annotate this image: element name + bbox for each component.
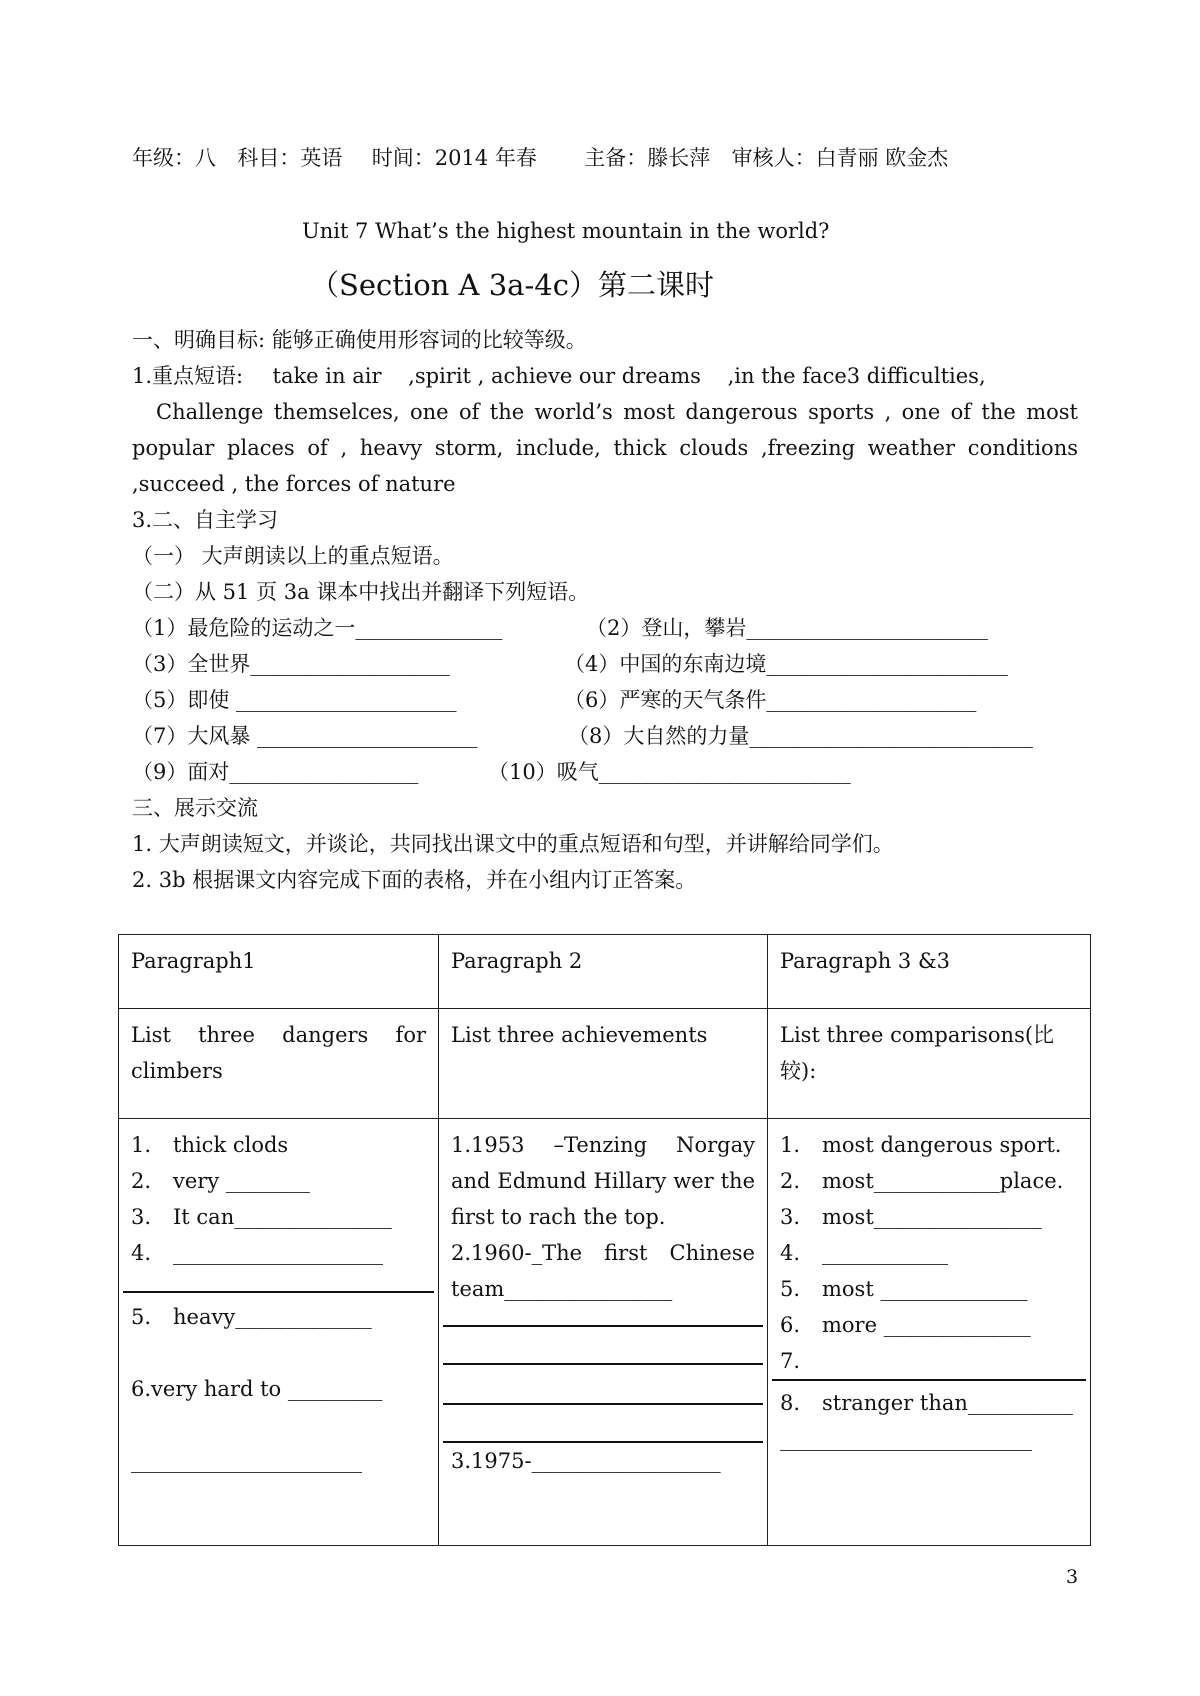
learning-goal: 一、明确目标: 能够正确使用形容词的比较等级。 — [132, 328, 587, 352]
danger-item-3[interactable]: 3. It can_______________ — [131, 1205, 392, 1229]
fill-blank-10[interactable]: （10）吸气________________________ — [488, 760, 851, 784]
header-info — [132, 146, 948, 170]
achievement-item-1[interactable]: 1.1953 –Tenzing Norgay and Edmund Hillary wer the first to rach the top. — [451, 1133, 755, 1229]
achievement-item-3[interactable]: 3.1975-__________________ — [451, 1449, 721, 1473]
danger-item-4[interactable]: 4. ____________________ — [131, 1241, 383, 1265]
paragraph-table — [118, 934, 1091, 1546]
reviewer-label: 审核人：白青丽 欧金杰 — [731, 146, 949, 170]
answers-comparisons[interactable] — [768, 1119, 1091, 1546]
time-label: 时间：2014 年春 — [371, 146, 537, 170]
author-label: 主备：滕长萍 — [584, 146, 711, 170]
comparison-extra-blank[interactable]: ________________________ — [780, 1427, 1032, 1451]
table-answer-row — [119, 1119, 1091, 1546]
show-item-1: 1. 大声朗读短文，并谈论，共同找出课文中的重点短语和句型，并讲解给同学们。 — [132, 832, 894, 856]
danger-extra-blank[interactable]: ______________________ — [131, 1449, 362, 1473]
task-comparisons: List three comparisons(比较): — [768, 1009, 1091, 1119]
key-phrases-label: 1.重点短语: — [132, 364, 244, 388]
task-achievements: List three achievements — [439, 1009, 768, 1119]
table-task-row — [119, 1009, 1091, 1119]
danger-item-2[interactable]: 2. very ________ — [131, 1169, 310, 1193]
page-number: 3 — [1066, 1566, 1079, 1588]
comparison-item-8[interactable]: 8. stranger than__________ — [780, 1391, 1073, 1415]
fill-blank-4[interactable]: （4）中国的东南边境_______________________ — [564, 652, 1008, 676]
fill-blank-7[interactable]: （7）大风暴 _____________________ — [132, 724, 478, 748]
fill-blank-3[interactable]: （3）全世界___________________ — [132, 652, 450, 676]
self-study-item-2: （二）从 51 页 3a 课本中找出并翻译下列短语。 — [132, 580, 590, 604]
self-study-heading: 3.二、自主学习 — [132, 508, 279, 532]
task-dangers: List three dangers for climbers — [119, 1009, 439, 1119]
fill-blank-1[interactable]: （1）最危险的运动之一______________ — [132, 616, 503, 640]
subject-label: 科目：英语 — [237, 146, 343, 170]
answers-achievements[interactable] — [439, 1119, 768, 1546]
table-header-row — [119, 935, 1091, 1009]
fill-blank-8[interactable]: （8）大自然的力量___________________________ — [568, 724, 1033, 748]
page-subtitle: （Section A 3a-4c）第二课时 — [310, 268, 714, 302]
key-phrases-paragraph: Challenge themselces, one of the world’s most dangerous sports , one of the most popular places of , heavy storm, include, thick clouds ,freezing weather conditions ,succeed , the forces of nature — [132, 400, 1078, 496]
show-item-2: 2. 3b 根据课文内容完成下面的表格，并在小组内订正答案。 — [132, 868, 697, 892]
header-paragraph-1: Paragraph1 — [119, 935, 439, 1009]
achievement-item-2[interactable]: 2.1960-_The first Chinese team________________ — [451, 1241, 755, 1301]
fill-blank-9[interactable]: （9）面对__________________ — [132, 760, 419, 784]
self-study-item-1: （一） 大声朗读以上的重点短语。 — [132, 544, 454, 568]
fill-blank-2[interactable]: （2）登山，攀岩_______________________ — [586, 616, 988, 640]
fill-blank-5[interactable]: （5）即使 _____________________ — [132, 688, 457, 712]
comparison-item-3[interactable]: 3. most________________ — [780, 1205, 1042, 1229]
fill-blank-6[interactable]: （6）严寒的天气条件____________________ — [564, 688, 977, 712]
grade-label: 年级：八 — [132, 146, 216, 170]
show-heading: 三、展示交流 — [132, 796, 258, 820]
key-phrases-line — [132, 364, 986, 388]
page-title: Unit 7 What’s the highest mountain in the world? — [302, 219, 830, 243]
comparison-item-6[interactable]: 6. more ______________ — [780, 1313, 1031, 1337]
header-paragraph-2: Paragraph 2 — [439, 935, 768, 1009]
comparison-item-5[interactable]: 5. most ______________ — [780, 1277, 1028, 1301]
comparison-item-1[interactable]: 1. most dangerous sport. — [780, 1133, 1062, 1157]
header-paragraph-3: Paragraph 3 &3 — [768, 935, 1091, 1009]
comparison-item-7[interactable]: 7. — [780, 1349, 801, 1373]
comparison-item-4[interactable]: 4. ____________ — [780, 1241, 948, 1265]
danger-item-5[interactable]: 5. heavy_____________ — [131, 1305, 372, 1329]
danger-item-1[interactable]: 1. thick clods — [131, 1133, 289, 1157]
answers-dangers[interactable] — [119, 1119, 439, 1546]
comparison-item-2[interactable]: 2. most____________place. — [780, 1169, 1064, 1193]
danger-item-6[interactable]: 6.very hard to _________ — [131, 1377, 383, 1401]
key-phrases-first: take in air ,spirit , achieve our dreams ,in the face3 difficulties, — [272, 364, 986, 388]
